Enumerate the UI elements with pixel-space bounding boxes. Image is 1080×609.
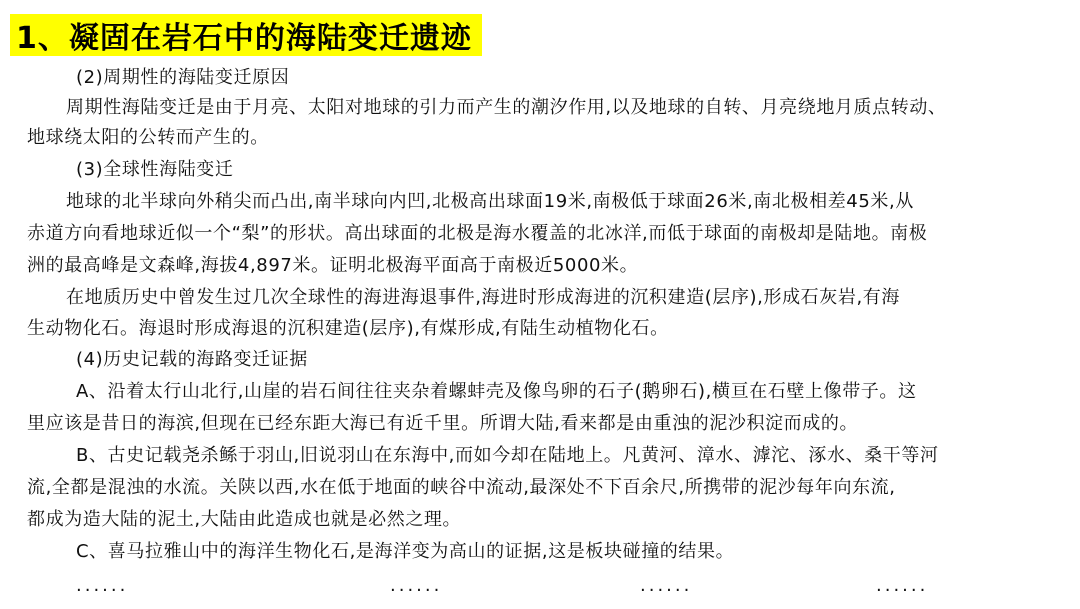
paragraph-line: 赤道方向看地球近似一个“梨”的形状。高出球面的北极是海水覆盖的北冰洋,而低于球面的南极却是陆地。南极 [27, 223, 928, 244]
paragraph-line: 都成为造大陆的泥土,大陆由此造成也就是必然之理。 [27, 509, 462, 530]
page-title: 1、凝固在岩石中的海陆变迁遗迹 [16, 21, 472, 56]
paragraph-line: 周期性海陆变迁是由于月亮、太阳对地球的引力而产生的潮汐作用,以及地球的自转、月亮绕地月质点转动、 [66, 97, 947, 118]
paragraph-line: 流,全都是混浊的水流。关陕以西,水在低于地面的峡谷中流动,最深处不下百余尺,所携带的泥沙每年向东流, [27, 477, 896, 498]
paragraph-line: 洲的最高峰是文森峰,海拔4,897米。证明北极海平面高于南极近5000米。 [27, 255, 639, 276]
section-heading-periodic: (2)周期性的海陆变迁原因 [76, 67, 290, 88]
paragraph-line: 地球绕太阳的公转而产生的。 [27, 127, 269, 148]
paragraph-line: A、沿着太行山北行,山崖的岩石间往往夹杂着螺蚌壳及像鸟卵的石子(鹅卵石),横亘在石壁上像带子。这 [76, 381, 917, 402]
ellipsis-marker: ...... [76, 575, 129, 596]
ellipsis-marker: ...... [640, 575, 693, 596]
title-highlight [10, 14, 482, 56]
paragraph-line: 里应该是昔日的海滨,但现在已经东距大海已有近千里。所谓大陆,看来都是由重浊的泥沙积淀而成的。 [27, 413, 859, 434]
ellipsis-marker: ...... [390, 575, 443, 596]
paragraph-line: C、喜马拉雅山中的海洋生物化石,是海洋变为高山的证据,这是板块碰撞的结果。 [76, 541, 735, 562]
paragraph-line: 在地质历史中曾发生过几次全球性的海进海退事件,海进时形成海进的沉积建造(层序),形成石灰岩,有海 [66, 287, 901, 308]
ellipsis-marker: ...... [876, 575, 929, 596]
paragraph-line: 生动物化石。海退时形成海退的沉积建造(层序),有煤形成,有陆生动植物化石。 [27, 318, 669, 339]
section-heading-global: (3)全球性海陆变迁 [76, 159, 234, 180]
paragraph-line: B、古史记载尧杀鲧于羽山,旧说羽山在东海中,而如今却在陆地上。凡黄河、漳水、滹沱、涿水、桑干等河 [76, 445, 939, 466]
paragraph-line: 地球的北半球向外稍尖而凸出,南半球向内凹,北极高出球面19米,南极低于球面26米,南北极相差45米,从 [66, 191, 914, 212]
section-heading-history: (4)历史记载的海路变迁证据 [76, 349, 308, 370]
